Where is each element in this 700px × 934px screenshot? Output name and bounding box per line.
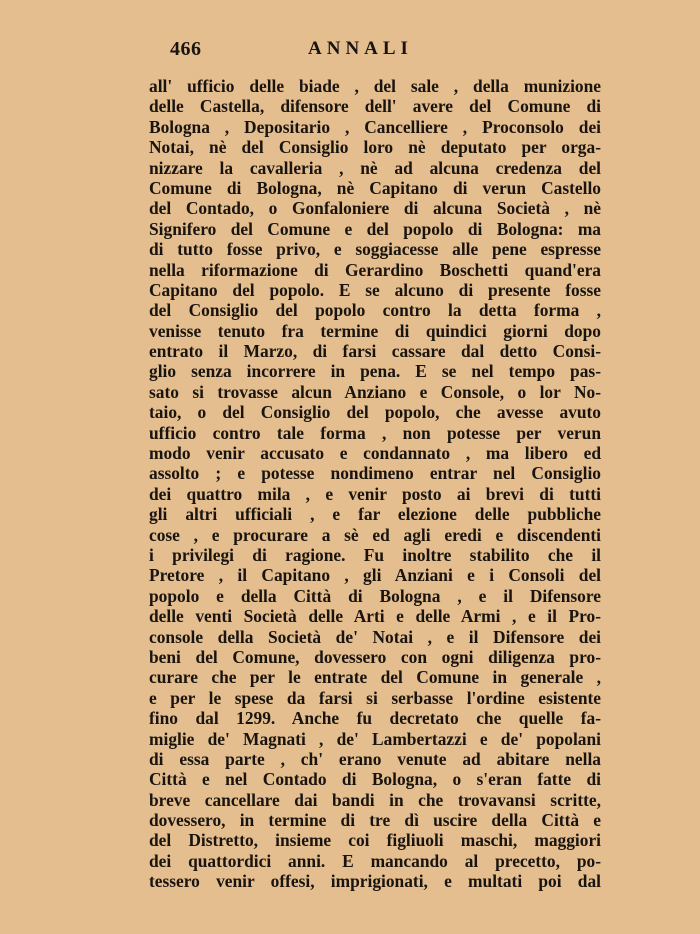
text-line: curare che per le entrate del Comune in generale ,: [149, 667, 601, 688]
text-line: nella riformazione di Gerardino Boschetti quand'era: [149, 259, 601, 280]
text-line: cose , e procurare a sè ed agli eredi e discendenti: [149, 524, 601, 545]
text-line: taio, o del Consiglio del popolo, che avesse avuto: [149, 402, 601, 423]
text-line: miglie de' Magnati , de' Lambertazzi e de' popolani: [149, 728, 601, 749]
text-line: Capitano del popolo. E se alcuno di presente fosse: [149, 279, 601, 300]
text-line: modo venir accusato e condannato , ma libero ed: [149, 443, 601, 464]
text-line: dovessero, in termine di tre dì uscire della Città e: [149, 810, 601, 831]
text-line: gli altri ufficiali , e far elezione delle pubbliche: [149, 504, 601, 525]
page-header: [170, 38, 600, 66]
text-line: i privilegi di ragione. Fu inoltre stabilito che il: [149, 544, 601, 565]
text-line: Bologna , Depositario , Cancelliere , Proconsolo dei: [149, 116, 601, 137]
text-line: dei quattordici anni. E mancando al precetto, po-: [149, 850, 601, 871]
text-line: Città e nel Contado di Bologna, o s'eran fatte di: [149, 769, 601, 790]
text-line: ufficio contro tale forma , non potesse per verun: [149, 422, 601, 443]
text-line: del Contado, o Gonfaloniere di alcuna Società , nè: [149, 198, 601, 219]
text-line: beni del Comune, dovessero con ogni diligenza pro-: [149, 646, 601, 667]
text-line: breve cancellare dai bandi in che trovavansi scritte,: [149, 789, 601, 810]
text-line: delle venti Società delle Arti e delle Armi , e il Pro-: [149, 606, 601, 627]
text-line: delle Castella, difensore dell' avere del Comune di: [149, 96, 601, 117]
page-number: 466: [170, 38, 202, 60]
text-line: Pretore , il Capitano , gli Anziani e i Consoli del: [149, 565, 601, 586]
text-line: Comune di Bologna, nè Capitano di verun Castello: [149, 177, 601, 198]
text-line: del Distretto, insieme coi figliuoli maschi, maggiori: [149, 830, 601, 851]
body-text: [149, 76, 601, 892]
text-line: dei quattro mila , e venir posto ai brevi di tutti: [149, 483, 601, 504]
text-line: nizzare la cavalleria , nè ad alcuna credenza del: [149, 157, 601, 178]
text-line: Signifero del Comune e del popolo di Bologna: ma: [149, 218, 601, 239]
text-line: entrato il Marzo, di farsi cassare dal detto Consi-: [149, 341, 601, 362]
text-line: tessero venir offesi, imprigionati, e multati poi dal: [149, 871, 601, 892]
text-line: e per le spese da farsi si serbasse l'ordine esistente: [149, 687, 601, 708]
text-line: Notai, nè del Consiglio loro nè deputato per orga-: [149, 137, 601, 158]
text-line: console della Società de' Notai , e il Difensore dei: [149, 626, 601, 647]
text-line: assolto ; e potesse nondimeno entrar nel Consiglio: [149, 463, 601, 484]
text-line: all' ufficio delle biade , del sale , della munizione: [149, 76, 601, 96]
text-line: popolo e della Città di Bologna , e il Difensore: [149, 585, 601, 606]
text-line: di tutto fosse privo, e soggiacesse alle pene espresse: [149, 239, 601, 260]
text-line: fino dal 1299. Anche fu decretato che quelle fa-: [149, 708, 601, 729]
running-title: ANNALI: [308, 38, 413, 59]
text-line: venisse tenuto fra termine di quindici giorni dopo: [149, 320, 601, 341]
text-line: sato si trovasse alcun Anziano e Console, o lor No-: [149, 381, 601, 402]
text-line: di essa parte , ch' erano venute ad abitare nella: [149, 748, 601, 769]
text-line: glio senza incorrere in pena. E se nel tempo pas-: [149, 361, 601, 382]
text-line: del Consiglio del popolo contro la detta forma ,: [149, 300, 601, 321]
